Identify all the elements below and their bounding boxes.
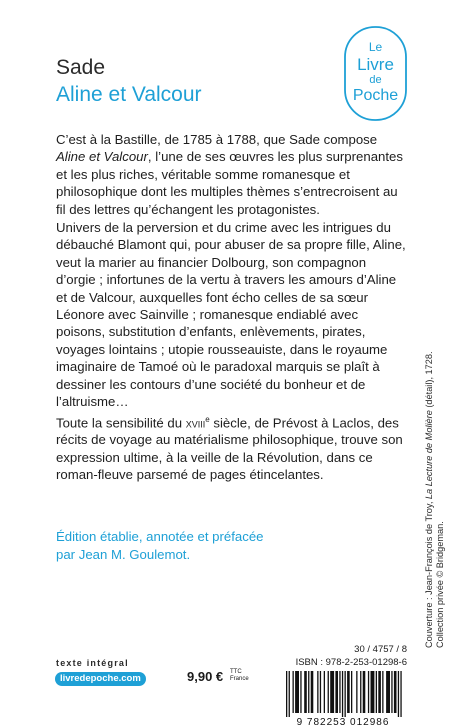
barcode-bar (293, 671, 294, 713)
century-suffix: e (205, 414, 210, 424)
summary-paragraph-2: Univers de la perversion et du crime avec les intrigues du débauché Blamont qui, pour abuser de sa propre fille, Aline, veut la marier au financier Dolbourg, son compagnon d’orgie ; infortunes de la vertu à travers les amours d’Aline et de Valcour, auxquelles font écho celles de sa sœur Léonore avec Sainville ; romanesque endiablé avec poisons, substitution d’enfants, enlèvements, pirates, voyages lointains ; utopie rousseauiste, dans le royaume imaginaire de Tamoé où le paradoxal marquis se plaît à dessiner les contours d’une société du bonheur et de l’altruisme… (56, 220, 406, 410)
cover-credit-text: (détail), 1728. (424, 351, 434, 411)
price-note (230, 669, 249, 682)
price: 9,90 € (187, 669, 224, 684)
barcode-bar (351, 671, 352, 713)
barcode-bar (317, 671, 318, 713)
barcode-bar (295, 671, 299, 713)
price-note-france: France (230, 675, 249, 682)
summary-italic-title: Aline et Valcour (56, 149, 148, 165)
logo-text-poche: Poche (352, 87, 399, 104)
century-numeral: xviii (185, 414, 206, 430)
barcode-digits: 9 782253 012986 (296, 717, 390, 727)
barcode-bar (376, 671, 377, 713)
cover-credit (424, 351, 445, 648)
barcode-bar (324, 671, 325, 713)
barcode-bar (320, 671, 321, 713)
book-title: Aline et Valcour (56, 83, 202, 106)
barcode-bar (386, 671, 390, 713)
barcode-bar (339, 671, 340, 713)
summary-paragraph-1 (56, 131, 408, 218)
logo-text-le: Le (368, 40, 383, 54)
barcode-bar (342, 671, 343, 717)
summary-text: , l’une de ses œuvres les plus surprenantes et les plus riches, véritable somme romanesque et philosophique dont les multiples thèmes s’entrecroisent au fil des lettres qu’échangent les protagonistes. (56, 149, 403, 217)
barcode-bar (335, 671, 338, 713)
cover-credit-text: Couverture : Jean-François de Troy, (424, 499, 434, 648)
barcode-bar (363, 671, 366, 713)
catalog-number: 30 / 4757 / 8 (354, 644, 407, 655)
summary-text: siècle, de Prévost à Laclos, des récits de voyage au matérialisme philosophique, trouve son expression ultime, à la veille de la Révolution, dans ce roman-fleuve parsemé de pages étincelantes. (56, 414, 403, 483)
barcode-bar (289, 671, 290, 717)
website-badge: livredepoche.com (55, 672, 146, 686)
texte-integral-label: texte intégral (56, 658, 129, 668)
cover-credit-line-1 (424, 351, 435, 648)
barcode-bar (356, 671, 357, 713)
barcode-bar (360, 671, 361, 713)
barcode-bar (382, 671, 383, 713)
isbn-number: ISBN : 978-2-253-01298-6 (295, 657, 407, 668)
barcode (278, 671, 408, 727)
barcode-bars (286, 671, 402, 717)
barcode-bar (345, 671, 346, 717)
edition-credit-line-2: par Jean M. Goulemot. (56, 546, 191, 562)
summary-text: Toute la sensibilité du (56, 414, 186, 430)
summary-paragraph-3 (56, 411, 408, 484)
summary-text: C’est à la Bastille, de 1785 à 1788, que Sade compose (56, 132, 378, 147)
book-summary (56, 131, 408, 484)
barcode-bar (394, 671, 397, 713)
logo-text-livre: Livre (357, 55, 394, 74)
barcode-bar (371, 671, 375, 713)
barcode-bar (347, 671, 350, 713)
barcode-bar (311, 671, 314, 713)
barcode-bar (330, 671, 334, 713)
edition-credit (56, 528, 356, 563)
edition-credit-line-1: Édition établie, annotée et préfacée (56, 529, 264, 544)
book-author: Sade (56, 56, 106, 79)
barcode-bar (398, 671, 399, 717)
barcode-bar (308, 671, 309, 713)
barcode-bar (304, 671, 307, 713)
barcode-bar (400, 671, 401, 717)
barcode-bar (378, 671, 381, 713)
barcode-bar (286, 671, 287, 717)
price-note-ttc: TTC (230, 669, 242, 675)
cover-credit-artwork-title: La Lecture de Molière (424, 410, 434, 500)
barcode-bar (328, 671, 329, 713)
logo-text-de: de (369, 74, 382, 86)
barcode-bar (300, 671, 301, 713)
cover-credit-line-2: Collection privée © Bridgeman. (434, 521, 445, 648)
barcode-bar (391, 671, 392, 713)
le-livre-de-poche-logo (344, 26, 407, 121)
barcode-bar (368, 671, 369, 713)
